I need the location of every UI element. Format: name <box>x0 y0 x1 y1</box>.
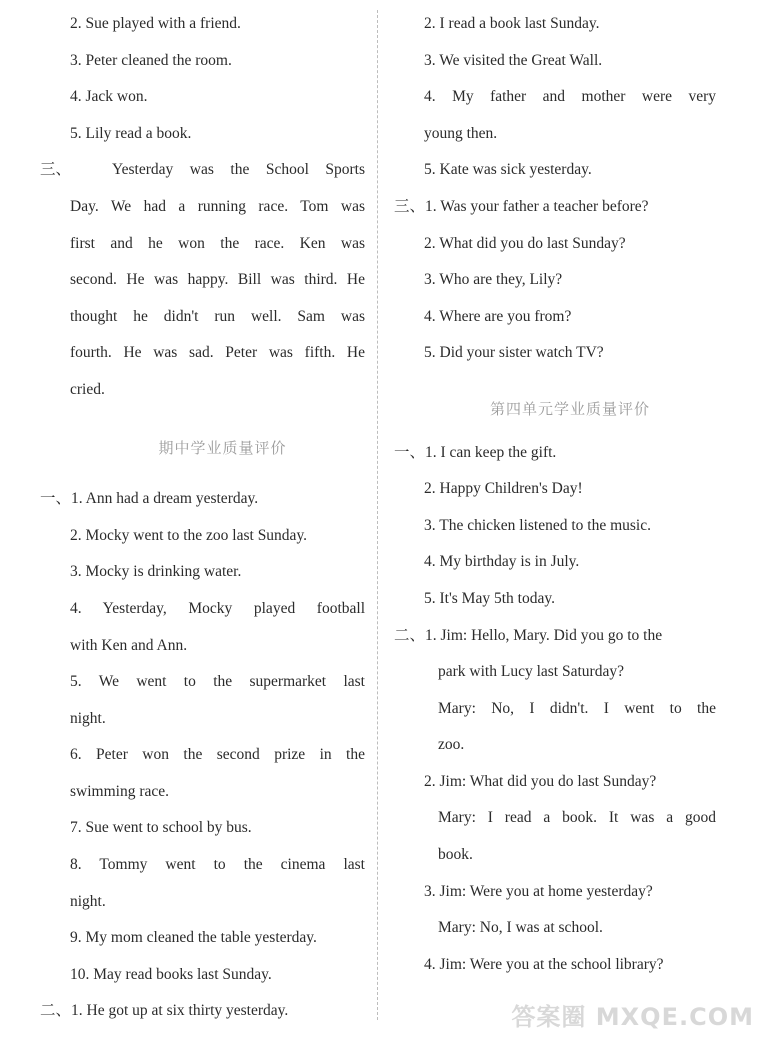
answer-line: 2. Sue played with a friend. <box>70 15 241 32</box>
answer-line: young then. <box>424 124 498 142</box>
passage-line: Day. We had a running race. Tom was <box>70 197 365 215</box>
dialogue-line: Mary: No, I was at school. <box>438 919 603 937</box>
right-column <box>394 6 716 983</box>
answer-line: 2. Happy Children's Day! <box>424 480 583 498</box>
dialogue-line: park with Lucy last Saturday? <box>438 663 624 681</box>
answer-line: 10. May read books last Sunday. <box>70 965 272 983</box>
section-marker: 三、 <box>394 197 426 215</box>
passage-line: cried. <box>70 380 105 398</box>
midterm-heading: 期中学业质量评价 <box>158 440 287 457</box>
dialogue-line: Mary: I read a book. It was a good <box>438 809 716 827</box>
part-one-first-line <box>394 435 716 472</box>
dialogue-line: 1. Jim: Hello, Mary. Did you go to the <box>425 626 663 644</box>
section-three-first-line <box>40 152 365 189</box>
part-three-first-line <box>394 189 716 226</box>
answer-line: 3. We visited the Great Wall. <box>424 51 603 69</box>
answer-line: 4. My father and mother were very <box>424 88 716 106</box>
passage-line: thought he didn't run well. Sam was <box>70 307 365 325</box>
section-marker: 二、 <box>394 626 426 644</box>
section-marker: 一、 <box>40 490 72 508</box>
part-two-first-line <box>394 618 716 655</box>
left-column <box>40 6 365 1030</box>
answer-line: 5. Did your sister watch TV? <box>424 344 604 362</box>
passage-line: fourth. He was sad. Peter was fifth. He <box>70 344 365 362</box>
section-marker: 一、 <box>394 443 426 461</box>
answer-line: 3. The chicken listened to the music. <box>424 516 651 534</box>
watermark-logo: 答案圈 MXQE.COM <box>511 1003 754 1031</box>
section-marker: 二、 <box>40 1002 72 1020</box>
dialogue-line: 3. Jim: Were you at home yesterday? <box>424 882 653 900</box>
answer-line: 5. It's May 5th today. <box>424 589 555 607</box>
answer-line: 1. Was your father a teacher before? <box>425 197 649 215</box>
column-divider <box>377 10 378 1020</box>
answer-line: night. <box>70 709 106 727</box>
part-one-first-line <box>40 481 365 518</box>
passage-line: Yesterday was the School Sports <box>112 161 365 179</box>
answer-line: 7. Sue went to school by bus. <box>70 819 252 837</box>
dialogue-line: 4. Jim: Were you at the school library? <box>424 955 664 973</box>
dialogue-line: book. <box>438 846 473 864</box>
answer-line: 1. I can keep the gift. <box>425 443 557 461</box>
answer-line: 6. Peter won the second prize in the <box>70 746 365 764</box>
answer-line: 1. Ann had a dream yesterday. <box>71 490 259 508</box>
answer-line: 5. We went to the supermarket last <box>70 673 365 691</box>
answer-line: 1. He got up at six thirty yesterday. <box>71 1002 289 1020</box>
section-marker: 三、 <box>40 161 72 179</box>
answer-line: 9. My mom cleaned the table yesterday. <box>70 929 317 947</box>
answer-line: 2. Mocky went to the zoo last Sunday. <box>70 526 308 544</box>
answer-line: 3. Peter cleaned the room. <box>70 51 232 69</box>
answer-line: 4. Jack won. <box>70 88 148 106</box>
answer-line: 2. I read a book last Sunday. <box>424 15 600 32</box>
passage-line: second. He was happy. Bill was third. He <box>70 271 365 289</box>
answer-line: 5. Lily read a book. <box>70 124 192 142</box>
answer-line: 4. My birthday is in July. <box>424 553 580 571</box>
unit-four-heading: 第四单元学业质量评价 <box>489 401 650 418</box>
answer-line: with Ken and Ann. <box>70 636 188 654</box>
answer-line: 4. Where are you from? <box>424 307 572 325</box>
dialogue-line: zoo. <box>438 736 465 754</box>
dialogue-line: 2. Jim: What did you do last Sunday? <box>424 772 657 790</box>
part-two-first-line <box>40 993 365 1030</box>
dialogue-line: Mary: No, I didn't. I went to the <box>438 699 716 717</box>
answer-line: 5. Kate was sick yesterday. <box>424 161 592 179</box>
answer-line: swimming race. <box>70 782 170 800</box>
answer-line: 2. What did you do last Sunday? <box>424 234 626 252</box>
passage-line: first and he won the race. Ken was <box>70 234 365 252</box>
answer-line: 8. Tommy went to the cinema last <box>70 856 365 874</box>
answer-line: 3. Mocky is drinking water. <box>70 563 242 581</box>
answer-line: 4. Yesterday, Mocky played football <box>70 599 365 617</box>
answer-line: 3. Who are they, Lily? <box>424 271 563 289</box>
answer-line: night. <box>70 892 106 910</box>
